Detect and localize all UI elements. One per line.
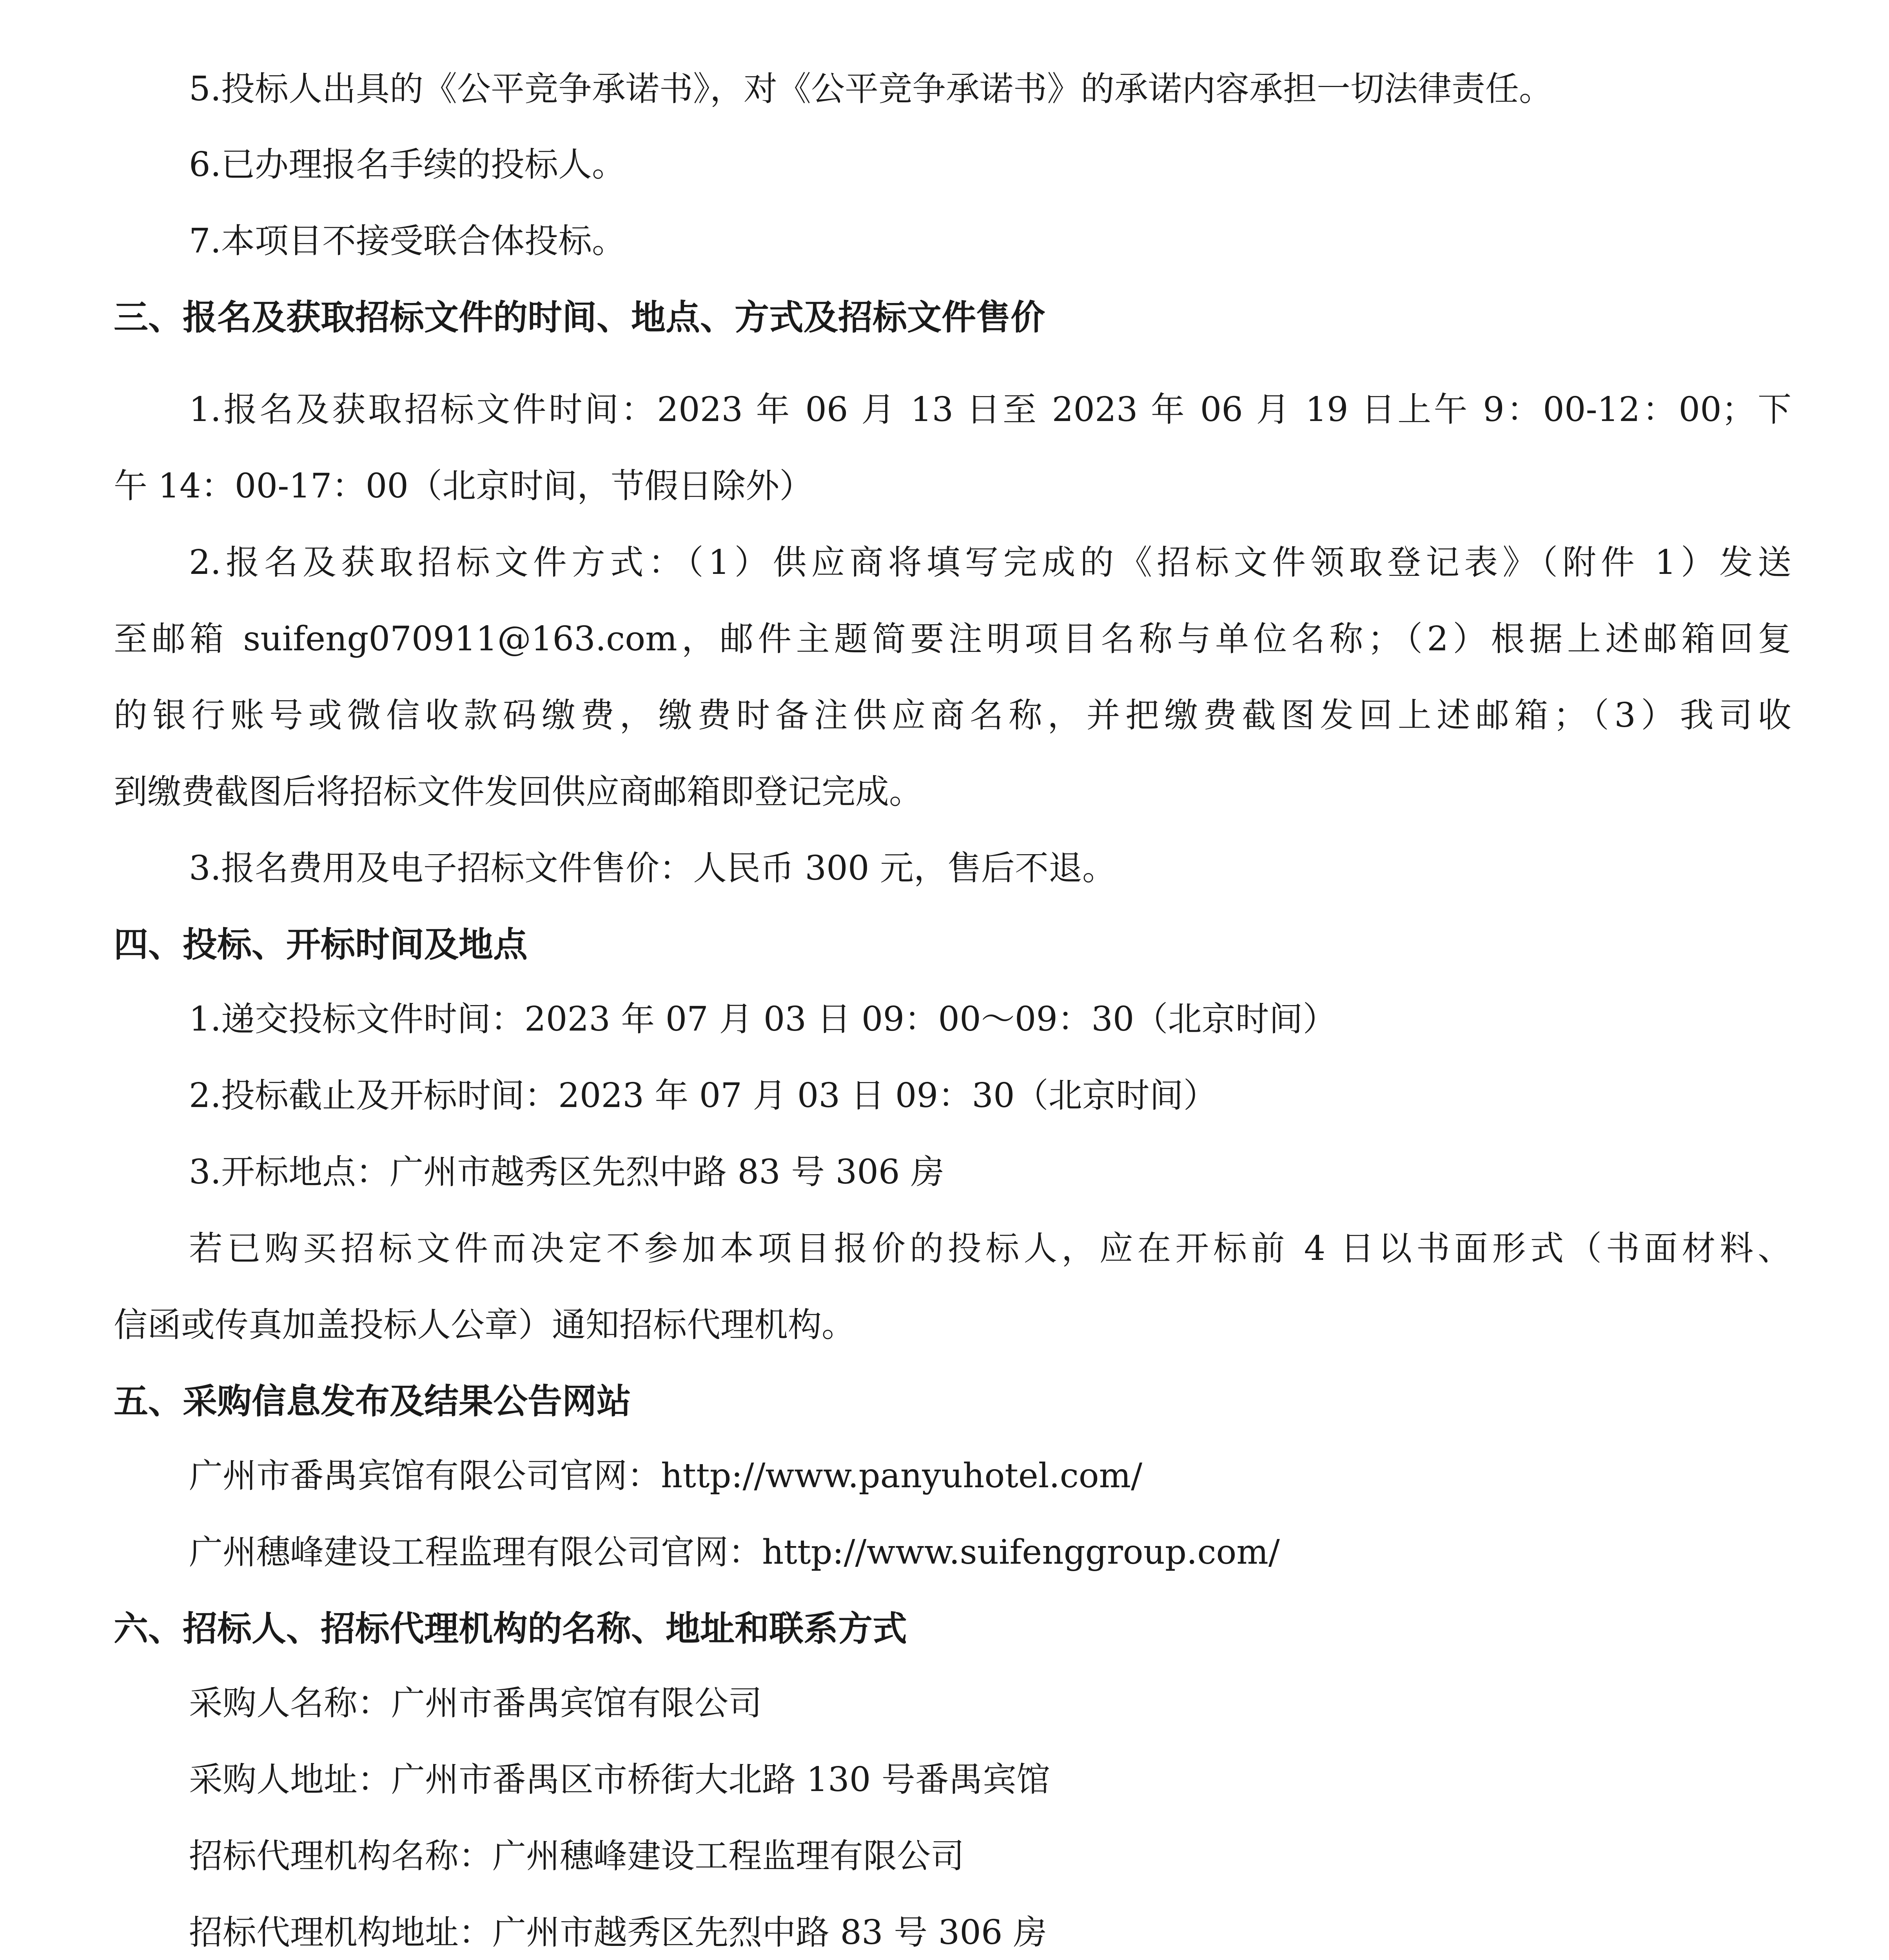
section-3-para-2-line-3: 的银行账号或微信收款码缴费，缴费时备注供应商名称，并把缴费截图发回上述邮箱；（3）我司收 bbox=[114, 696, 1791, 735]
section-4-para-4-line-1: 若已购买招标文件而决定不参加本项目报价的投标人，应在开标前 4 日以书面形式（书面材料、 bbox=[189, 1229, 1791, 1268]
section-3-para-1-line-2: 午 14：00-17：00（北京时间，节假日除外） bbox=[114, 466, 813, 506]
site-suifenggroup: 广州穗峰建设工程监理有限公司官网：http://www.suifenggroup.com/ bbox=[189, 1533, 1280, 1572]
section-4-para-3: 3.开标地点：广州市越秀区先烈中路 83 号 306 房 bbox=[189, 1152, 944, 1192]
section-3-para-2-line-1: 2.报名及获取招标文件方式：（1）供应商将填写完成的《招标文件领取登记表》（附件 1）发送 bbox=[189, 543, 1791, 582]
section-3-para-2-line-2: 至邮箱 suifeng070911@163.com，邮件主题简要注明项目名称与单位名称；（2）根据上述邮箱回复 bbox=[114, 619, 1791, 659]
buyer-address: 采购人地址：广州市番禺区市桥街大北路 130 号番禺宾馆 bbox=[189, 1760, 1050, 1799]
section-3-para-2-line-4: 到缴费截图后将招标文件发回供应商邮箱即登记完成。 bbox=[114, 772, 923, 811]
section-3-para-1-line-1: 1.报名及获取招标文件时间：2023 年 06 月 13 日至 2023 年 06 月 19 日上午 9：00-12：00；下 bbox=[189, 390, 1791, 429]
section-4-heading: 四、投标、开标时间及地点 bbox=[114, 924, 528, 965]
agent-address: 招标代理机构地址：广州市越秀区先烈中路 83 号 306 房 bbox=[189, 1913, 1047, 1952]
requirement-item-6: 6.已办理报名手续的投标人。 bbox=[189, 145, 626, 184]
section-4-para-2: 2.投标截止及开标时间：2023 年 07 月 03 日 09：30（北京时间） bbox=[189, 1076, 1217, 1115]
requirement-item-5: 5.投标人出具的《公平竞争承诺书》，对《公平竞争承诺书》的承诺内容承担一切法律责任。 bbox=[189, 69, 1553, 109]
section-5-heading: 五、采购信息发布及结果公告网站 bbox=[114, 1381, 631, 1421]
section-4-para-4-line-2: 信函或传真加盖投标人公章）通知招标代理机构。 bbox=[114, 1305, 855, 1345]
section-6-heading: 六、招标人、招标代理机构的名称、地址和联系方式 bbox=[114, 1608, 907, 1649]
site-panyuhotel: 广州市番禺宾馆有限公司官网：http://www.panyuhotel.com/ bbox=[189, 1456, 1143, 1495]
section-4-para-1: 1.递交投标文件时间：2023 年 07 月 03 日 09：00～09：30（北京时间） bbox=[189, 1000, 1337, 1039]
section-3-para-3: 3.报名费用及电子招标文件售价：人民币 300 元，售后不退。 bbox=[189, 849, 1116, 888]
requirement-item-7: 7.本项目不接受联合体投标。 bbox=[189, 221, 626, 261]
agent-name: 招标代理机构名称：广州穗峰建设工程监理有限公司 bbox=[189, 1837, 964, 1876]
section-3-heading: 三、报名及获取招标文件的时间、地点、方式及招标文件售价 bbox=[114, 297, 1045, 338]
buyer-name: 采购人名称：广州市番禺宾馆有限公司 bbox=[189, 1684, 762, 1723]
